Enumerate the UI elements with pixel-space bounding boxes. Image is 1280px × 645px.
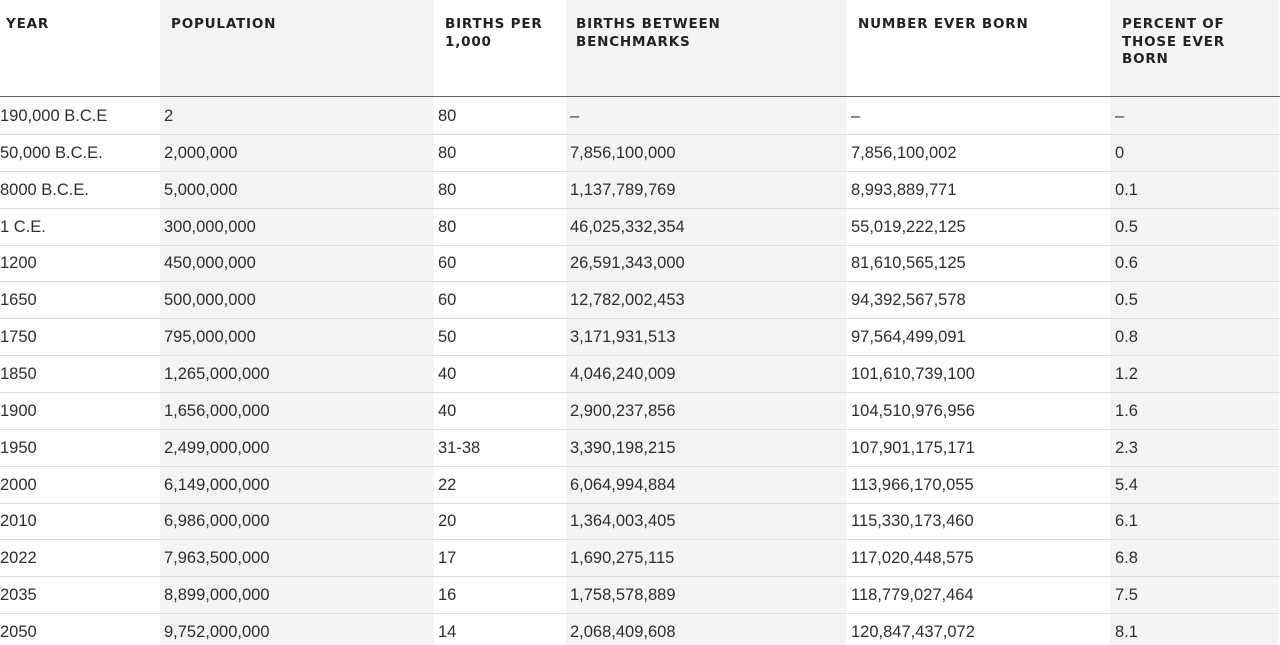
cell-year: 1750 — [0, 328, 37, 347]
cell-births-per-1000: 40 — [438, 401, 457, 420]
cell-percent-ever-born: 6.1 — [1115, 512, 1138, 531]
cell-percent-ever-born: 0.6 — [1115, 254, 1138, 273]
table-row — [0, 134, 1280, 172]
cell-number-ever-born: 8,993,889,771 — [851, 180, 957, 199]
cell-population: 2,499,000,000 — [164, 438, 270, 457]
table-row — [0, 392, 1280, 430]
cell-births-between: – — [570, 107, 580, 125]
cell-population: 9,752,000,000 — [164, 622, 270, 641]
cell-population: 7,963,500,000 — [164, 549, 270, 568]
cell-births-per-1000: 60 — [438, 254, 457, 273]
table-row — [0, 576, 1280, 614]
cell-births-per-1000: 80 — [438, 180, 457, 199]
cell-year: 2035 — [0, 586, 37, 605]
cell-year: 1950 — [0, 438, 37, 457]
table-row — [0, 281, 1280, 319]
cell-number-ever-born: 113,966,170,055 — [851, 475, 974, 494]
table-row — [0, 318, 1280, 356]
cell-population: 8,899,000,000 — [164, 586, 270, 605]
cell-number-ever-born: 104,510,976,956 — [851, 401, 975, 420]
table-row — [0, 613, 1280, 645]
cell-year: 50,000 B.C.E. — [0, 143, 103, 162]
cell-percent-ever-born: 0 — [1115, 143, 1125, 162]
table-row — [0, 208, 1280, 246]
cell-year: 8000 B.C.E. — [0, 180, 89, 199]
cell-births-between: 3,390,198,215 — [570, 438, 676, 457]
table-row — [0, 97, 1280, 135]
cell-births-between: 1,137,789,769 — [570, 180, 676, 199]
cell-births-between: 4,046,240,009 — [570, 364, 676, 383]
cell-year: 2000 — [0, 475, 37, 494]
cell-year: 1900 — [0, 401, 37, 420]
cell-percent-ever-born: 5.4 — [1115, 475, 1138, 494]
cell-births-per-1000: 80 — [438, 217, 457, 236]
cell-births-per-1000: 60 — [438, 291, 457, 310]
cell-percent-ever-born: 0.5 — [1115, 291, 1138, 310]
cell-births-per-1000: 17 — [438, 549, 457, 568]
header-population: POPULATION — [171, 16, 277, 32]
table-row — [0, 429, 1280, 467]
cell-population: 1,656,000,000 — [164, 401, 270, 420]
cell-births-per-1000: 50 — [438, 328, 457, 347]
cell-percent-ever-born: 1.2 — [1115, 364, 1138, 383]
cell-year: 190,000 B.C.E — [0, 107, 108, 125]
cell-births-per-1000: 40 — [438, 364, 457, 383]
cell-number-ever-born: 107,901,175,171 — [851, 438, 975, 457]
header-percent-ever-born: PERCENT OF THOSE EVER BORN — [1122, 16, 1225, 67]
cell-number-ever-born: 118,779,027,464 — [851, 586, 974, 605]
cell-year: 1200 — [0, 254, 37, 273]
cell-births-between: 26,591,343,000 — [570, 254, 685, 273]
cell-births-per-1000: 22 — [438, 475, 457, 494]
cell-percent-ever-born: 0.5 — [1115, 217, 1138, 236]
cell-year: 2022 — [0, 549, 37, 568]
cell-number-ever-born: – — [851, 107, 861, 125]
cell-number-ever-born: 101,610,739,100 — [851, 364, 975, 383]
cell-births-per-1000: 80 — [438, 143, 457, 162]
cell-births-per-1000: 14 — [438, 622, 457, 641]
cell-percent-ever-born: – — [1115, 107, 1125, 125]
table-row — [0, 466, 1280, 504]
cell-percent-ever-born: 8.1 — [1115, 622, 1138, 641]
cell-year: 1 C.E. — [0, 217, 46, 236]
cell-births-per-1000: 20 — [438, 512, 457, 531]
table-header — [0, 0, 1280, 97]
cell-year: 2050 — [0, 622, 37, 641]
cell-number-ever-born: 7,856,100,002 — [851, 143, 957, 162]
cell-births-between: 2,900,237,856 — [570, 401, 676, 420]
cell-births-between: 7,856,100,000 — [570, 143, 676, 162]
cell-births-per-1000: 16 — [438, 586, 457, 605]
cell-population: 2 — [164, 107, 174, 125]
cell-births-between: 12,782,002,453 — [570, 291, 685, 310]
cell-number-ever-born: 120,847,437,072 — [851, 622, 975, 641]
cell-percent-ever-born: 0.8 — [1115, 328, 1138, 347]
cell-year: 1650 — [0, 291, 37, 310]
cell-population: 2,000,000 — [164, 143, 238, 162]
cell-births-between: 1,364,003,405 — [570, 512, 676, 531]
table-row — [0, 171, 1280, 209]
cell-population: 6,149,000,000 — [164, 475, 270, 494]
cell-population: 6,986,000,000 — [164, 512, 270, 531]
cell-births-between: 46,025,332,354 — [570, 217, 685, 236]
header-births-between: BIRTHS BETWEEN BENCHMARKS — [576, 16, 721, 50]
header-number-ever-born: NUMBER EVER BORN — [858, 16, 1029, 32]
cell-births-between: 1,758,578,889 — [570, 586, 676, 605]
cell-number-ever-born: 97,564,499,091 — [851, 328, 966, 347]
cell-population: 1,265,000,000 — [164, 364, 270, 383]
table-row — [0, 355, 1280, 393]
header-year: YEAR — [6, 16, 50, 32]
cell-births-between: 2,068,409,608 — [570, 622, 676, 641]
cell-percent-ever-born: 7.5 — [1115, 586, 1138, 605]
table-row — [0, 502, 1280, 540]
cell-population: 500,000,000 — [164, 291, 256, 310]
cell-number-ever-born: 117,020,448,575 — [851, 549, 974, 568]
cell-population: 795,000,000 — [164, 328, 256, 347]
cell-number-ever-born: 94,392,567,578 — [851, 291, 966, 310]
cell-number-ever-born: 55,019,222,125 — [851, 217, 966, 236]
cell-population: 300,000,000 — [164, 217, 256, 236]
cell-population: 450,000,000 — [164, 254, 256, 273]
cell-percent-ever-born: 0.1 — [1115, 180, 1138, 199]
cell-year: 1850 — [0, 364, 37, 383]
table-row — [0, 539, 1280, 577]
cell-number-ever-born: 115,330,173,460 — [851, 512, 974, 531]
table-row — [0, 244, 1280, 282]
cell-number-ever-born: 81,610,565,125 — [851, 254, 966, 273]
cell-births-per-1000: 31-38 — [438, 438, 481, 457]
cell-births-between: 6,064,994,884 — [570, 475, 676, 494]
cell-percent-ever-born: 6.8 — [1115, 549, 1138, 568]
cell-births-per-1000: 80 — [438, 107, 457, 125]
cell-births-between: 3,171,931,513 — [570, 328, 676, 347]
cell-births-between: 1,690,275,115 — [570, 549, 675, 568]
cell-population: 5,000,000 — [164, 180, 238, 199]
cell-percent-ever-born: 2.3 — [1115, 438, 1138, 457]
cell-year: 2010 — [0, 512, 37, 531]
cell-percent-ever-born: 1.6 — [1115, 401, 1138, 420]
header-births-per-1000: BIRTHS PER 1,000 — [445, 16, 543, 50]
